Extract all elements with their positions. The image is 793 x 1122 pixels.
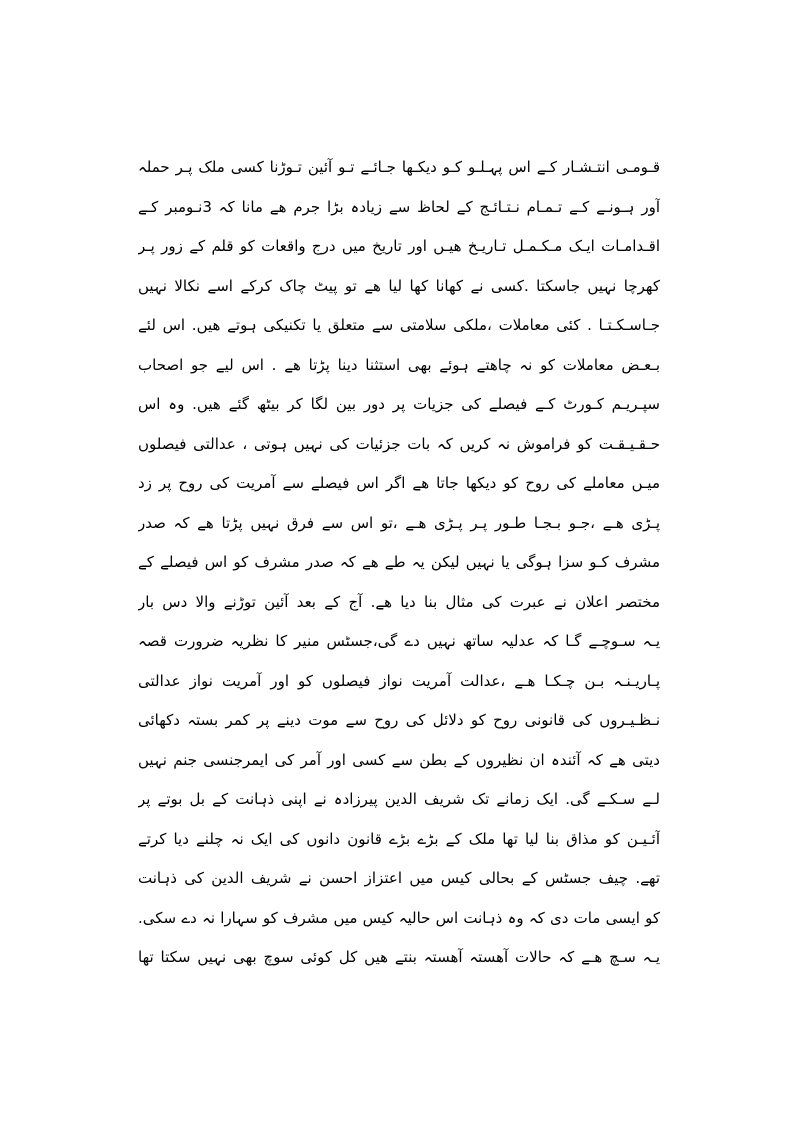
article-body [138,148,660,978]
text-line: تھے. چیف جسٹس کے بحالی کیس میں اعتزاز احسن نے شریف الدین کی ذہانت [138,869,660,887]
text-line: بـعـض معاملات کو نہ چاھتے ہوئے بھی استثنا دینا پڑتا ھے . اس لیے جو اصحاب [138,355,660,374]
text-line: حـقـیـقـت کو فراموش نہ کریں کہ بات جزئیات کی نہیں ہوتی ، عدالتی فیصلوں [138,434,660,453]
text-line: دیتی ھے کہ آئندہ ان نظیروں کے بطن سے کسی اور آمر کی ایمرجنسی جنم نہیں [138,750,660,769]
text-line: آئـیـن کو مذاق بنا لیا تھا ملک کے بڑے بڑے قانون دانوں کی ایک نہ چلنے دیا کرتے [138,829,660,848]
text-line: لـے سـکـے گی. ایک زمانے تک شریف الدین پیرزادہ نے اپنی ذہانت کے بل بوتے پر [138,790,660,808]
text-line: میـں معاملے کی روح کو دیکھا جاتا ھے اگر اس فیصلے سے آمریت کی روح پر زد [138,474,660,492]
text-line: جـاسـکـتـا . کئی معاملات ،ملکی سلامتی سے متعلق یا تکنیکی ہوتے ھیں. اس لئے [138,316,660,334]
text-line: کو ایسی مات دی کہ وہ ذہانت اس حالیہ کیس میں مشرف کو سہارا نہ دے سکی. [138,908,660,927]
text-line: یـہ سـچ ھـے کہ حالات آھستہ آھستہ بنتے ھیں کل کوئی سوچ بھی نہیں سکتا تھا [138,948,660,966]
text-line: نـظـیـروں کی قانونی روح کو دلائل کی روح سے موت دینے پر کمر بستہ دکھائی [138,711,660,729]
text-line: پـاریـنـہ بـن چـکـا ھـے ،عدالت آمریت نواز فیصلوں کو اور آمریت نواز عدالتی [138,671,660,690]
text-line: کھرچا نہیں جاسکتا .کسی نے کھانا کھا لیا ھے تو پیٹ چاک کرکے اسے نکالا نہیں [138,276,660,295]
text-line: پـڑی ھـے ،جـو بـجـا طـور پـر پـڑی ھـے ،تو اس سے فرق نہیں پڑتا ھے کہ صدر [138,513,660,532]
text-line: قـومـی انتـشـار کـے اس پہـلـو کـو دیکـھا جـائـے تـو آئین تـوڑنا کسی ملک پـر حملہ [138,158,660,176]
text-line: آور ہـونـے کـے تـمـام نـتـائـج کے لحاظ سے زیادہ بڑا جرم ھے مانا کہ 3نـومبر کـے [138,197,660,216]
text-line: اقـدامـات ایـک مـکـمـل تـاریـخ ھیـں اور تاریخ میں درج واقعات کو قلم کے زور پـر [138,237,660,255]
text-line: سپـریـم کـورٹ کـے فیصلے کی جزیات پر دور بین لگا کر بیٹھ گئے ھیں. وہ اس [138,395,660,413]
text-line: مشرف کـو سزا ہوگی یا نہیں لیکن یہ طے ھے کہ صدر مشرف کو اس فیصلے کے [138,553,660,571]
text-line: مختصر اعلان نے عبرت کی مثال بنا دیا ھے. آج کے بعد آئین توڑنے والا دس بار [138,592,660,611]
text-line: یـہ سـوچـے گـا کہ عدلیہ ساتھ نہیں دے گی،جسٹس منیر کا نظریہ ضرورت قصہ [138,632,660,650]
